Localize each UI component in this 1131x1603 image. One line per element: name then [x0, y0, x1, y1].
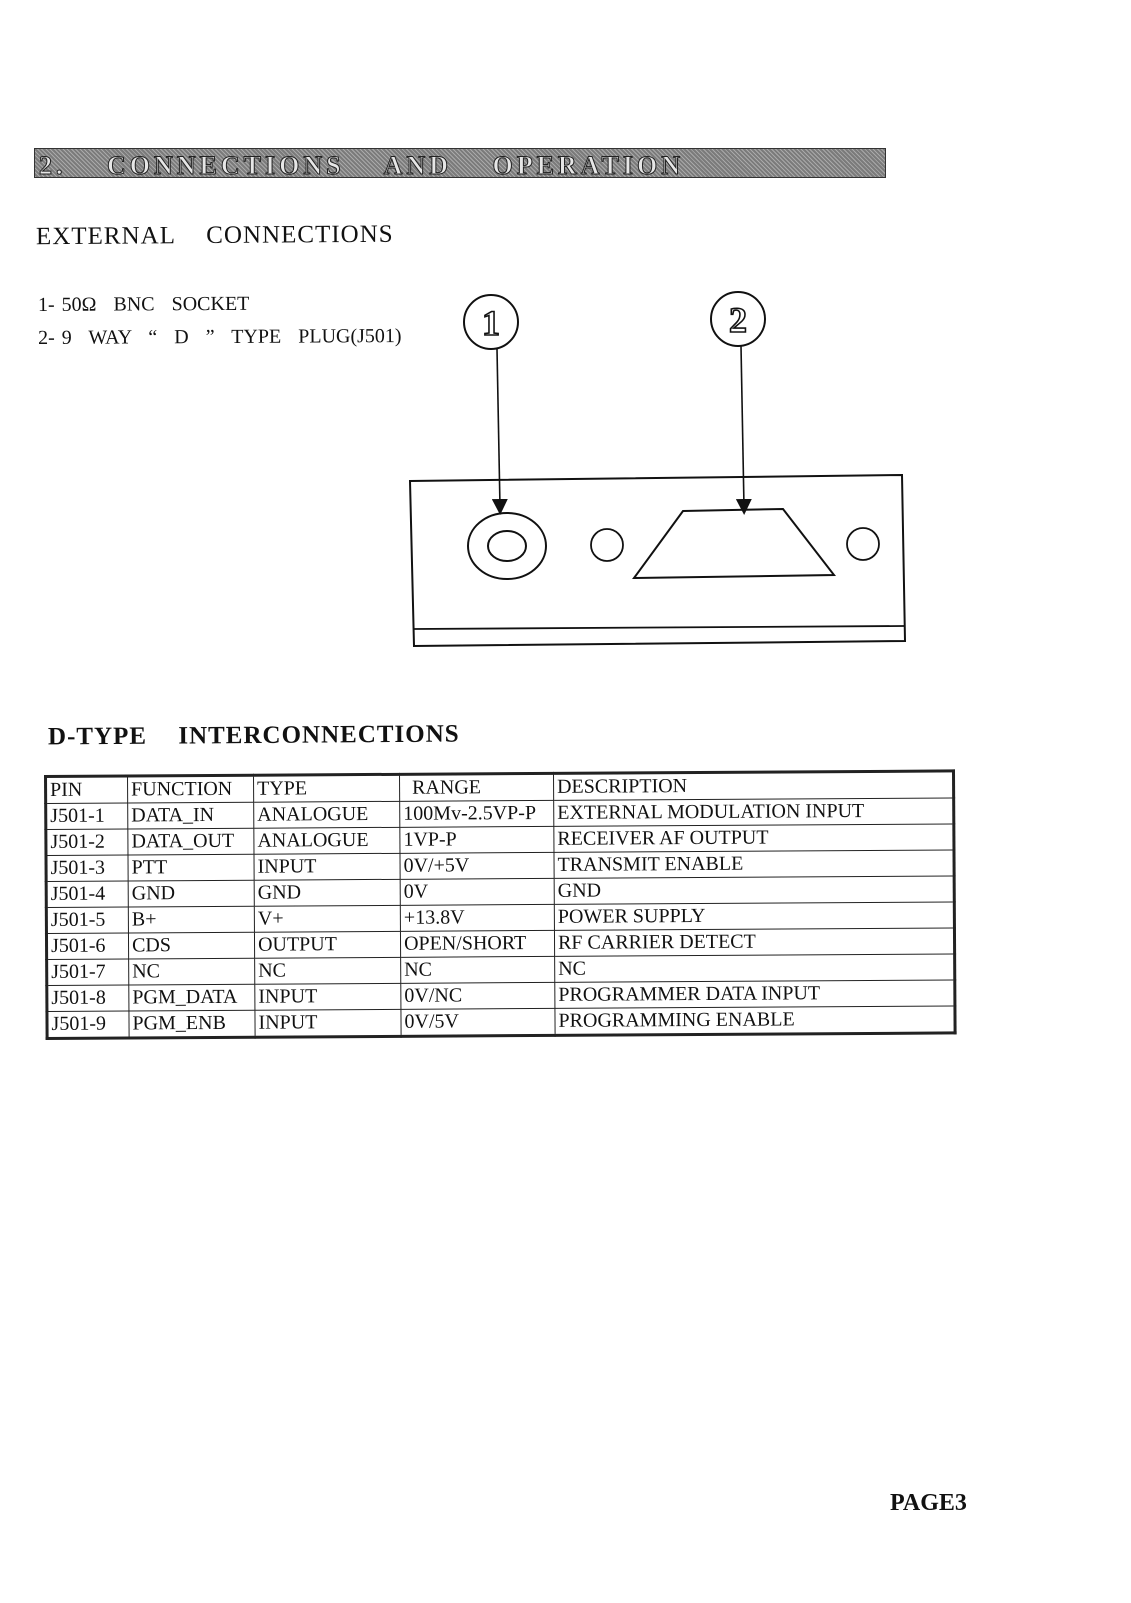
- cell-description: PROGRAMMER DATA INPUT: [555, 980, 955, 1008]
- cell-description: GND: [554, 876, 954, 904]
- cell-function: NC: [129, 958, 255, 985]
- connection-item-number: 1-: [37, 293, 55, 316]
- column-header-pin: PIN: [46, 776, 128, 804]
- connection-item-label: 9 WAY “ D ” TYPE PLUG(J501): [61, 325, 402, 349]
- column-header-type: TYPE: [254, 774, 400, 802]
- callout-1: [464, 295, 518, 507]
- cell-function: DATA_OUT: [128, 828, 254, 855]
- cell-range: 0V/5V: [401, 1008, 555, 1036]
- cell-type: V+: [254, 905, 400, 932]
- cell-range: NC: [401, 956, 555, 983]
- cell-function: CDS: [128, 932, 254, 959]
- page-number: PAGE3: [890, 1490, 967, 1516]
- external-connections-heading: EXTERNAL CONNECTIONS: [35, 220, 394, 251]
- cell-function: GND: [128, 880, 254, 907]
- column-header-function: FUNCTION: [128, 775, 254, 803]
- cell-description: NC: [555, 954, 955, 982]
- cell-function: PGM_ENB: [129, 1010, 255, 1038]
- cell-range: OPEN/SHORT: [400, 930, 554, 957]
- cell-pin: J501-5: [46, 907, 128, 934]
- cell-pin: J501-4: [46, 881, 128, 908]
- cell-function: PTT: [128, 854, 254, 881]
- cell-function: PGM_DATA: [129, 984, 255, 1011]
- column-header-range: RANGE: [400, 773, 554, 801]
- cell-description: RECEIVER AF OUTPUT: [554, 824, 954, 852]
- cell-type: NC: [255, 957, 401, 984]
- cell-type: INPUT: [254, 853, 400, 880]
- cell-type: ANALOGUE: [254, 801, 400, 828]
- cell-range: 0V/+5V: [400, 852, 554, 879]
- section-banner-title: 2. CONNECTIONS AND OPERATION: [39, 151, 685, 178]
- cell-pin: J501-2: [46, 829, 128, 856]
- callout-2-arrow: [741, 346, 744, 507]
- cell-range: 0V/NC: [401, 982, 555, 1009]
- pin-table: [44, 769, 957, 1040]
- cell-range: 1VP-P: [400, 826, 554, 853]
- cell-pin: J501-9: [47, 1011, 129, 1039]
- bnc-socket-shape: [468, 513, 546, 579]
- rear-panel-diagram: [0, 0, 1131, 700]
- cell-function: B+: [128, 906, 254, 933]
- cell-type: INPUT: [255, 1009, 401, 1037]
- column-header-description: DESCRIPTION: [553, 771, 953, 800]
- cell-type: INPUT: [255, 983, 401, 1010]
- callout-1-arrow: [497, 349, 500, 507]
- cell-type: ANALOGUE: [254, 827, 400, 854]
- cell-pin: J501-6: [46, 933, 128, 960]
- callout-1-number: 1: [482, 303, 500, 343]
- d-type-connector-shape: [634, 509, 834, 578]
- callout-2: [711, 292, 765, 507]
- cell-pin: J501-1: [46, 803, 128, 830]
- mounting-hole-left: [591, 529, 623, 561]
- table-row: [47, 1006, 955, 1039]
- cell-description: EXTERNAL MODULATION INPUT: [554, 798, 954, 826]
- cell-pin: J501-7: [47, 959, 129, 986]
- cell-description: TRANSMIT ENABLE: [554, 850, 954, 878]
- cell-description: PROGRAMMING ENABLE: [555, 1006, 955, 1035]
- cell-function: DATA_IN: [128, 802, 254, 829]
- cell-type: GND: [254, 879, 400, 906]
- callout-2-number: 2: [729, 300, 747, 340]
- panel-outline: [410, 475, 905, 646]
- cell-pin: J501-3: [46, 855, 128, 882]
- connection-item-label: 50Ω BNC SOCKET: [61, 292, 250, 316]
- cell-pin: J501-8: [47, 985, 129, 1012]
- cell-range: 0V: [400, 878, 554, 905]
- mounting-hole-right: [847, 528, 879, 560]
- cell-description: POWER SUPPLY: [554, 902, 954, 930]
- cell-range: 100Mv-2.5VP-P: [400, 800, 554, 827]
- cell-range: +13.8V: [400, 904, 554, 931]
- cell-type: OUTPUT: [254, 931, 400, 958]
- connection-item-number: 2-: [38, 326, 55, 349]
- cell-description: RF CARRIER DETECT: [554, 928, 954, 956]
- dtype-interconnections-heading: D-TYPE INTERCONNECTIONS: [47, 720, 460, 751]
